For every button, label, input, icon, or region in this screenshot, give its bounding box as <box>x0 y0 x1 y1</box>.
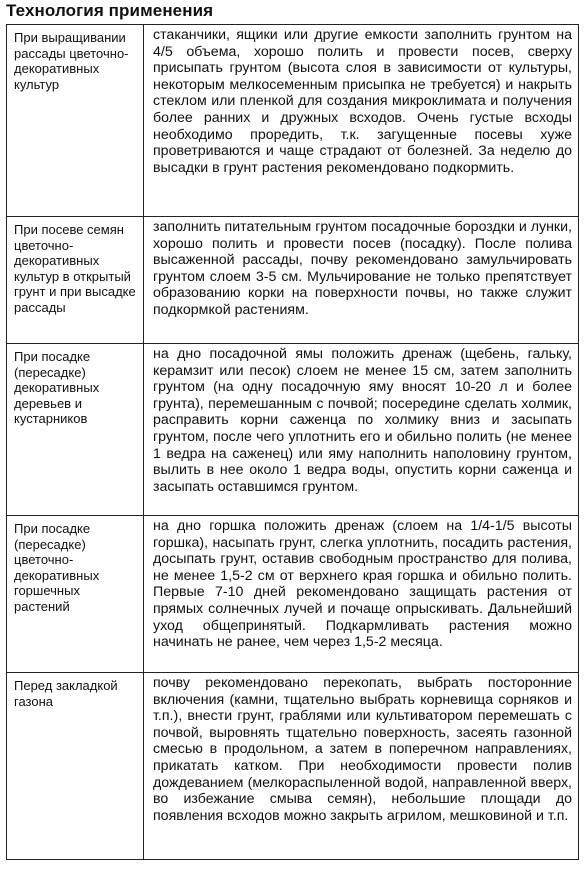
row-description: почву рекомендовано перекопать, выбрать посторонние включения (камни, тщательно выбрать корневища сорняков и т.п.), внести грунт, граблями или культиватором перемешать с почвой, выровнять тщательно поверхность, засеять газонной смесью в продольном, а затем в поперечном направлениях, прикатать катком. При необходимости провести полив дождеванием (мелкораспыленной водой, направленной вверх, во избежание смыва семян), небольшие площади до появления всходов можно закрыть агрилом, мешковиной и т.п. <box>144 673 579 860</box>
row-label: Перед закладкой газона <box>7 673 144 860</box>
row-label: При посеве семян цветочно-декоративных культур в открытый грунт и при высадке рассады <box>7 217 144 344</box>
row-description: на дно посадочной ямы положить дренаж (щебень, гальку, керамзит или песок) слоем не менее 15 см, затем заполнить грунтом (на одну посадочную яму вносят 10-20 л и более грунта), перемешанным с почвой; посередине сделать холмик, расправить корни саженца по холмику вниз и засыпать грунтом, после чего уплотнить его и обильно полить (не менее 1 ведра на саженец) или яму наполнить наполовину грунтом, вылить в нее около 1 ведра воды, опустить корни саженца и засыпать оставшимся грунтом. <box>144 344 579 516</box>
row-description: на дно горшка положить дренаж (слоем на 1/4-1/5 высоты горшка), насыпать грунт, слегка уплотнить, посадить растения, досыпать грунт, оставив свободным пространство для полива, не менее 1,5-2 см от верхнего края горшка и обильно полить. Первые 7-10 дней рекомендовано защищать растения от прямых солнечных лучей и почаще опрыскивать. Дальнейший уход общепринятый. Подкармливать растения можно начинать не ранее, чем через 1,5-2 месяца. <box>144 516 579 673</box>
row-label: При посадке (пересадке) цветочно-декоративных горшечных растений <box>7 516 144 673</box>
table-row <box>7 344 579 516</box>
row-label: При выращивании рассады цветочно-декоративных культур <box>7 25 144 217</box>
page-title: Технология применения <box>6 1 214 20</box>
table-row <box>7 673 579 860</box>
row-description: заполнить питательным грунтом посадочные бороздки и лунки, хорошо полить и провести посев (посадку). После полива высаженной рассады, почву рекомендовано замульчировать грунтом слоем 3-5 см. Мульчирование не только препятствует образованию корки на поверхности почвы, но также служит подкормкой растениям. <box>144 217 579 344</box>
row-description: стаканчики, ящики или другие емкости заполнить грунтом на 4/5 объема, хорошо полить и провести посев, сверху присыпать грунтом (высота слоя в зависимости от культуры, некоторым мелкосеменным присыпка не требуется) и накрыть стеклом или пленкой для создания микроклимата и получения более ранних и дружных всходов. Очень густые всходы необходимо проредить, т.к. загущенные посевы хуже проветриваются и чаще страдают от болезней. За неделю до высадки в грунт растения рекомендовано подкормить. <box>144 25 579 217</box>
table-row <box>7 516 579 673</box>
row-label: При посадке (пересадке) декоративных деревьев и кустарников <box>7 344 144 516</box>
table-row <box>7 25 579 217</box>
application-table <box>6 24 579 860</box>
table-row <box>7 217 579 344</box>
